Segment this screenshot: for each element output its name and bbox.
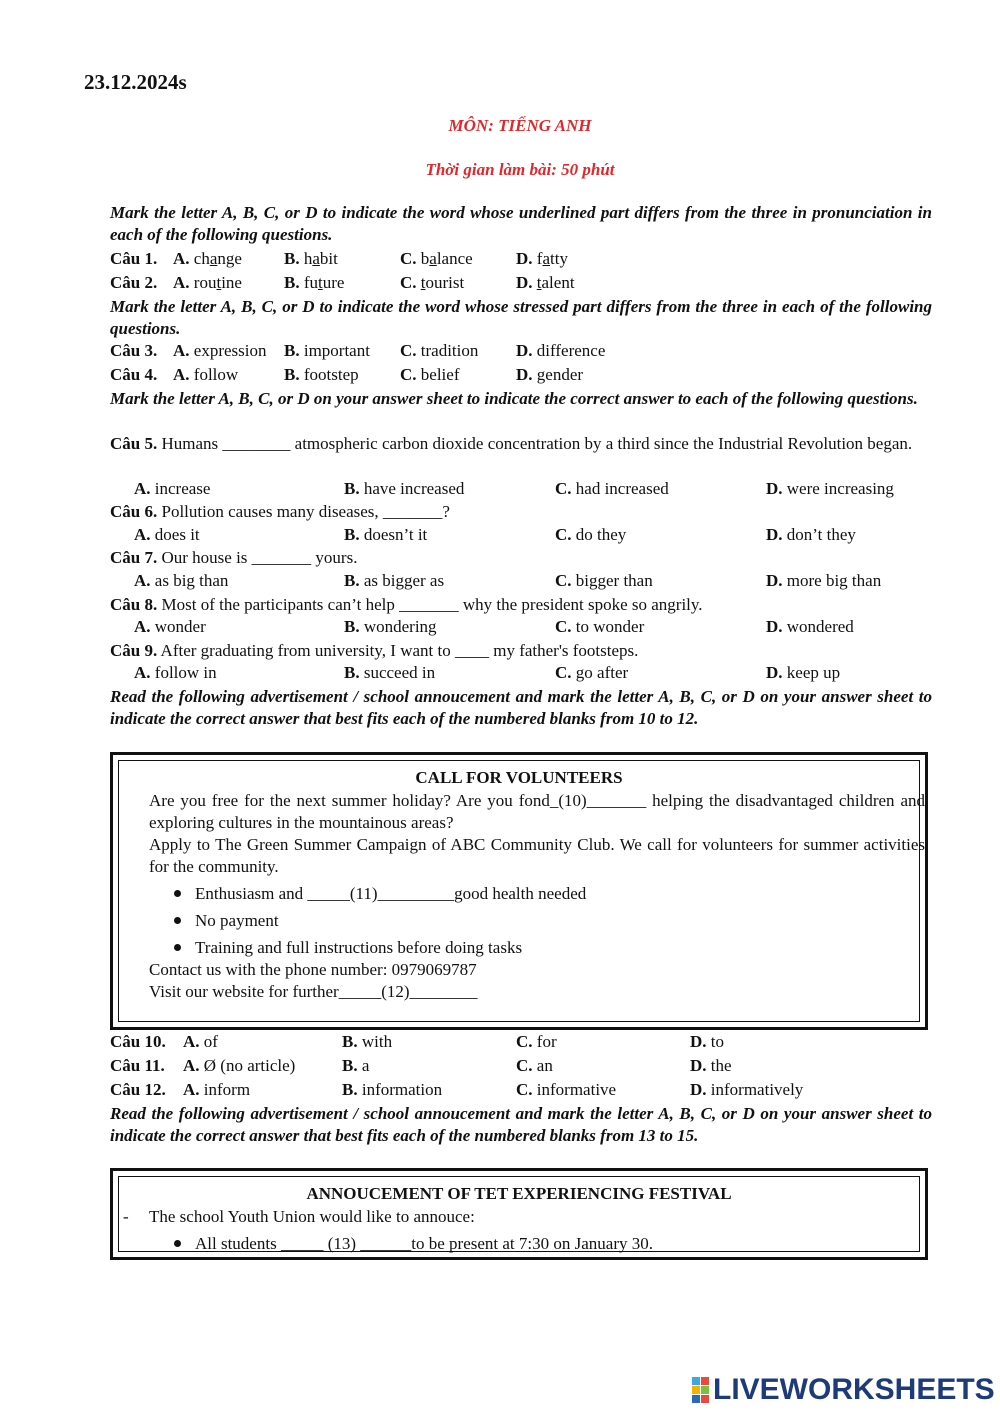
option-b[interactable]: B. wondering bbox=[344, 617, 437, 636]
option-b[interactable]: B. footstep bbox=[284, 365, 359, 384]
option-c[interactable]: C. had increased bbox=[555, 479, 669, 498]
option-d[interactable]: D. wondered bbox=[766, 617, 854, 636]
bullet-item: No payment bbox=[174, 910, 279, 932]
question-7-stem: Câu 7. Our house is _______ yours. bbox=[110, 548, 358, 567]
option-d[interactable]: D. more big than bbox=[766, 571, 882, 590]
option-a[interactable]: A. of bbox=[183, 1032, 218, 1051]
option-a[interactable]: A. follow bbox=[173, 365, 239, 384]
document-date: 23.12.2024s bbox=[84, 70, 187, 94]
option-c[interactable]: C. to wonder bbox=[555, 617, 645, 636]
time-limit: Thời gian làm bài: 50 phút bbox=[425, 160, 615, 179]
option-b[interactable]: B. habit bbox=[284, 249, 338, 268]
question-5-stem: Câu 5. Humans ________ atmospheric carbon dioxide concentration by a third since the Industrial Revolution began. bbox=[110, 434, 913, 453]
volunteers-title: CALL FOR VOLUNTEERS bbox=[415, 768, 623, 787]
option-b[interactable]: B. important bbox=[284, 341, 370, 360]
question-9-stem: Câu 9. After graduating from university, I want to ____ my father's footsteps. bbox=[110, 641, 639, 660]
option-a[interactable]: A. increase bbox=[134, 479, 211, 498]
reading-instructions-10-12: Read the following advertisement / school annoucement and mark the letter A, B, C, or D on your answer sheet to indicate the correct answer that best fits each of the numbered blanks from 10 to 12. bbox=[110, 687, 932, 728]
bullet-item: Training and full instructions before doing tasks bbox=[174, 937, 522, 959]
question-number: Câu 1. bbox=[110, 249, 158, 268]
option-a[interactable]: A. wonder bbox=[134, 617, 206, 636]
question-number: Câu 3. bbox=[110, 341, 158, 360]
option-c[interactable]: C. an bbox=[516, 1056, 553, 1075]
reading-instructions-13-15: Read the following advertisement / school annoucement and mark the letter A, B, C, or D on your answer sheet to indicate the correct answer that best fits each of the numbered blanks from 13 to 15. bbox=[110, 1104, 932, 1145]
question-number: Câu 10. bbox=[110, 1032, 166, 1051]
question-12 bbox=[110, 1079, 804, 1101]
option-d[interactable]: D. the bbox=[690, 1056, 732, 1075]
question-8-stem: Câu 8. Most of the participants can’t help _______ why the president spoke so angrily. bbox=[110, 595, 703, 614]
subject-title: MÔN: TIẾNG ANH bbox=[448, 116, 592, 135]
option-c[interactable]: C. do they bbox=[555, 525, 627, 544]
dash-marker: - bbox=[123, 1207, 129, 1226]
option-a[interactable]: A. does it bbox=[134, 525, 200, 544]
grammar-instructions: Mark the letter A, B, C, or D on your answer sheet to indicate the correct answer to each of the following questions. bbox=[110, 389, 918, 408]
bullet-icon bbox=[174, 917, 181, 924]
stress-instructions: Mark the letter A, B, C, or D to indicate the word whose stressed part differs from the three in each of the following questions. bbox=[110, 297, 932, 338]
option-b[interactable]: B. future bbox=[284, 273, 345, 292]
question-number: Câu 4. bbox=[110, 365, 158, 384]
question-6-stem: Câu 6. Pollution causes many diseases, _______? bbox=[110, 502, 450, 521]
option-c[interactable]: C. for bbox=[516, 1032, 557, 1051]
liveworksheets-logo[interactable] bbox=[692, 1375, 995, 1405]
question-number: Câu 11. bbox=[110, 1056, 165, 1075]
logo-text: LIVEWORKSHEETS bbox=[713, 1373, 995, 1406]
option-c[interactable]: C. tourist bbox=[400, 273, 465, 292]
option-d[interactable]: D. to bbox=[690, 1032, 725, 1051]
option-b[interactable]: B. with bbox=[342, 1032, 393, 1051]
option-a[interactable]: A. expression bbox=[173, 341, 267, 360]
option-c[interactable]: C. belief bbox=[400, 365, 460, 384]
option-c[interactable]: C. tradition bbox=[400, 341, 479, 360]
option-d[interactable]: D. talent bbox=[516, 273, 575, 292]
option-d[interactable]: D. fatty bbox=[516, 249, 568, 268]
option-c[interactable]: C. go after bbox=[555, 663, 629, 682]
bullet-item: Enthusiasm and _____(11)_________good health needed bbox=[174, 883, 586, 905]
question-number: Câu 2. bbox=[110, 273, 158, 292]
volunteers-paragraph-1: Are you free for the next summer holiday? Are you fond_(10)_______ helping the disadvantaged children and exploring cultures in the mountainous areas? bbox=[149, 791, 925, 832]
option-c[interactable]: C. balance bbox=[400, 249, 473, 268]
option-d[interactable]: D. don’t they bbox=[766, 525, 856, 544]
liveworksheets-logo-icon bbox=[692, 1377, 709, 1403]
option-d[interactable]: D. difference bbox=[516, 341, 606, 360]
bullet-icon bbox=[174, 944, 181, 951]
question-2 bbox=[110, 272, 575, 294]
option-b[interactable]: B. succeed in bbox=[344, 663, 436, 682]
option-c[interactable]: C. informative bbox=[516, 1080, 617, 1099]
question-3 bbox=[110, 340, 606, 362]
question-11 bbox=[110, 1055, 732, 1077]
volunteers-paragraph-2: Apply to The Green Summer Campaign of ABC Community Club. We call for volunteers for summer activities for the community. bbox=[149, 835, 925, 876]
tet-festival-line-1: The school Youth Union would like to annouce: bbox=[149, 1207, 475, 1226]
option-a[interactable]: A. change bbox=[173, 249, 242, 268]
pronunciation-instructions: Mark the letter A, B, C, or D to indicate the word whose underlined part differs from the three in pronunciation in each of the following questions. bbox=[110, 203, 932, 244]
question-10 bbox=[110, 1031, 725, 1053]
volunteers-box bbox=[110, 752, 928, 1030]
option-b[interactable]: B. have increased bbox=[344, 479, 465, 498]
bullet-icon bbox=[174, 890, 181, 897]
option-d[interactable]: D. informatively bbox=[690, 1080, 804, 1099]
bullet-item: All students _____ (13) ______to be present at 7:30 on January 30. bbox=[174, 1233, 653, 1255]
volunteers-contact: Contact us with the phone number: 0979069787 bbox=[149, 960, 477, 979]
option-b[interactable]: B. a bbox=[342, 1056, 370, 1075]
option-c[interactable]: C. bigger than bbox=[555, 571, 653, 590]
option-a[interactable]: A. follow in bbox=[134, 663, 217, 682]
option-a[interactable]: A. inform bbox=[183, 1080, 251, 1099]
option-d[interactable]: D. gender bbox=[516, 365, 584, 384]
tet-festival-box bbox=[110, 1168, 928, 1260]
option-b[interactable]: B. as bigger as bbox=[344, 571, 445, 590]
question-4 bbox=[110, 364, 584, 386]
option-b[interactable]: B. doesn’t it bbox=[344, 525, 428, 544]
option-b[interactable]: B. information bbox=[342, 1080, 443, 1099]
question-1 bbox=[110, 248, 568, 270]
volunteers-website: Visit our website for further_____(12)________ bbox=[149, 982, 478, 1001]
bullet-icon bbox=[174, 1240, 181, 1247]
tet-festival-title: ANNOUCEMENT OF TET EXPERIENCING FESTIVAL bbox=[306, 1184, 732, 1203]
option-a[interactable]: A. as big than bbox=[134, 571, 229, 590]
option-a[interactable]: A. routine bbox=[173, 273, 242, 292]
question-number: Câu 12. bbox=[110, 1080, 166, 1099]
option-d[interactable]: D. keep up bbox=[766, 663, 841, 682]
option-d[interactable]: D. were increasing bbox=[766, 479, 894, 498]
option-a[interactable]: A. Ø (no article) bbox=[183, 1056, 296, 1075]
